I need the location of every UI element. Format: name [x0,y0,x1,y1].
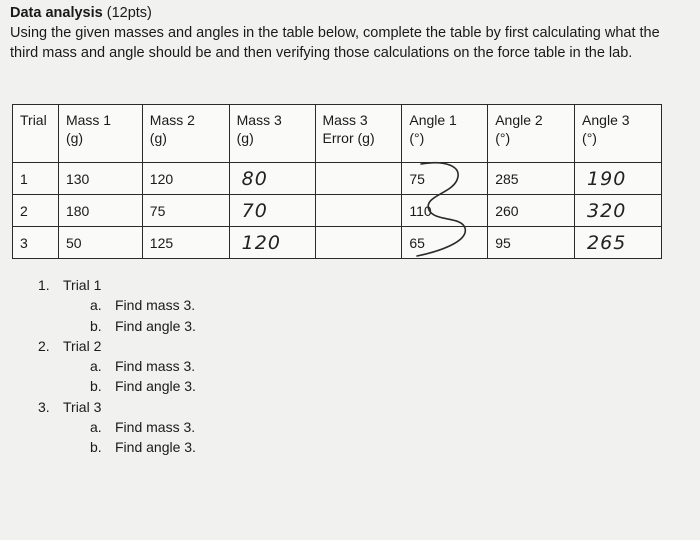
cell-mass1: 130 [58,163,142,195]
sub-question-item: a. Find mass 3. [90,358,196,375]
question-list [38,275,196,458]
handwritten-squiggle-mark [415,158,485,258]
section-points: (12pts) [106,5,152,21]
instructions-paragraph: Using the given masses and angles in the table below, complete the table by first calculating what the third mass and angle should be and then verifying those calculations on the force table in the lab. [10,25,660,61]
header-trial: Trial [13,105,59,163]
table-row [13,195,662,227]
data-table [12,104,662,259]
question-item: 1. Trial 1 [38,277,102,293]
sub-question-item: b. Find angle 3. [90,378,196,395]
table-row [13,227,662,259]
cell-angle3-handwritten: 320 [575,195,662,227]
header-angle1: Angle 1 (°) [402,105,488,163]
header-mass2: Mass 2 (g) [142,105,229,163]
sub-question-item: b. Find angle 3. [90,317,196,334]
header-mass3: Mass 3 (g) [229,105,315,163]
header-angle2: Angle 2 (°) [488,105,575,163]
cell-mass2: 125 [142,227,229,259]
cell-trial: 3 [13,227,59,259]
cell-angle2: 95 [488,227,575,259]
cell-angle1: 65 [402,227,488,259]
header-mass1: Mass 1 (g) [58,105,142,163]
section-heading [10,3,690,23]
question-item: 3. Trial 3 [38,398,102,415]
cell-angle3-handwritten: 190 [575,163,662,195]
table-header-row [13,105,662,163]
cell-mass3-error [315,163,402,195]
sub-question-item: b. Find angle 3. [90,439,196,456]
cell-mass3-handwritten: 80 [229,163,315,195]
cell-mass3-error [315,227,402,259]
sub-question-item: a. Find mass 3. [90,297,196,314]
cell-mass2: 120 [142,163,229,195]
cell-mass3-handwritten: 120 [229,227,315,259]
cell-mass1: 180 [58,195,142,227]
header-mass3-error: Mass 3 Error (g) [315,105,402,163]
cell-mass3-handwritten: 70 [229,195,315,227]
cell-angle1: 110 [402,195,488,227]
question-item: 2. Trial 2 [38,337,102,354]
cell-mass1: 50 [58,227,142,259]
cell-trial: 1 [13,163,59,195]
sub-question-item: a. Find mass 3. [90,419,196,436]
cell-mass2: 75 [142,195,229,227]
cell-trial: 2 [13,195,59,227]
cell-angle1: 75 [402,163,488,195]
header-angle3: Angle 3 (°) [575,105,662,163]
cell-angle2: 285 [488,163,575,195]
cell-mass3-error [315,195,402,227]
cell-angle2: 260 [488,195,575,227]
cell-angle3-handwritten: 265 [575,227,662,259]
table-row [13,163,662,195]
section-title: Data analysis [10,5,103,21]
